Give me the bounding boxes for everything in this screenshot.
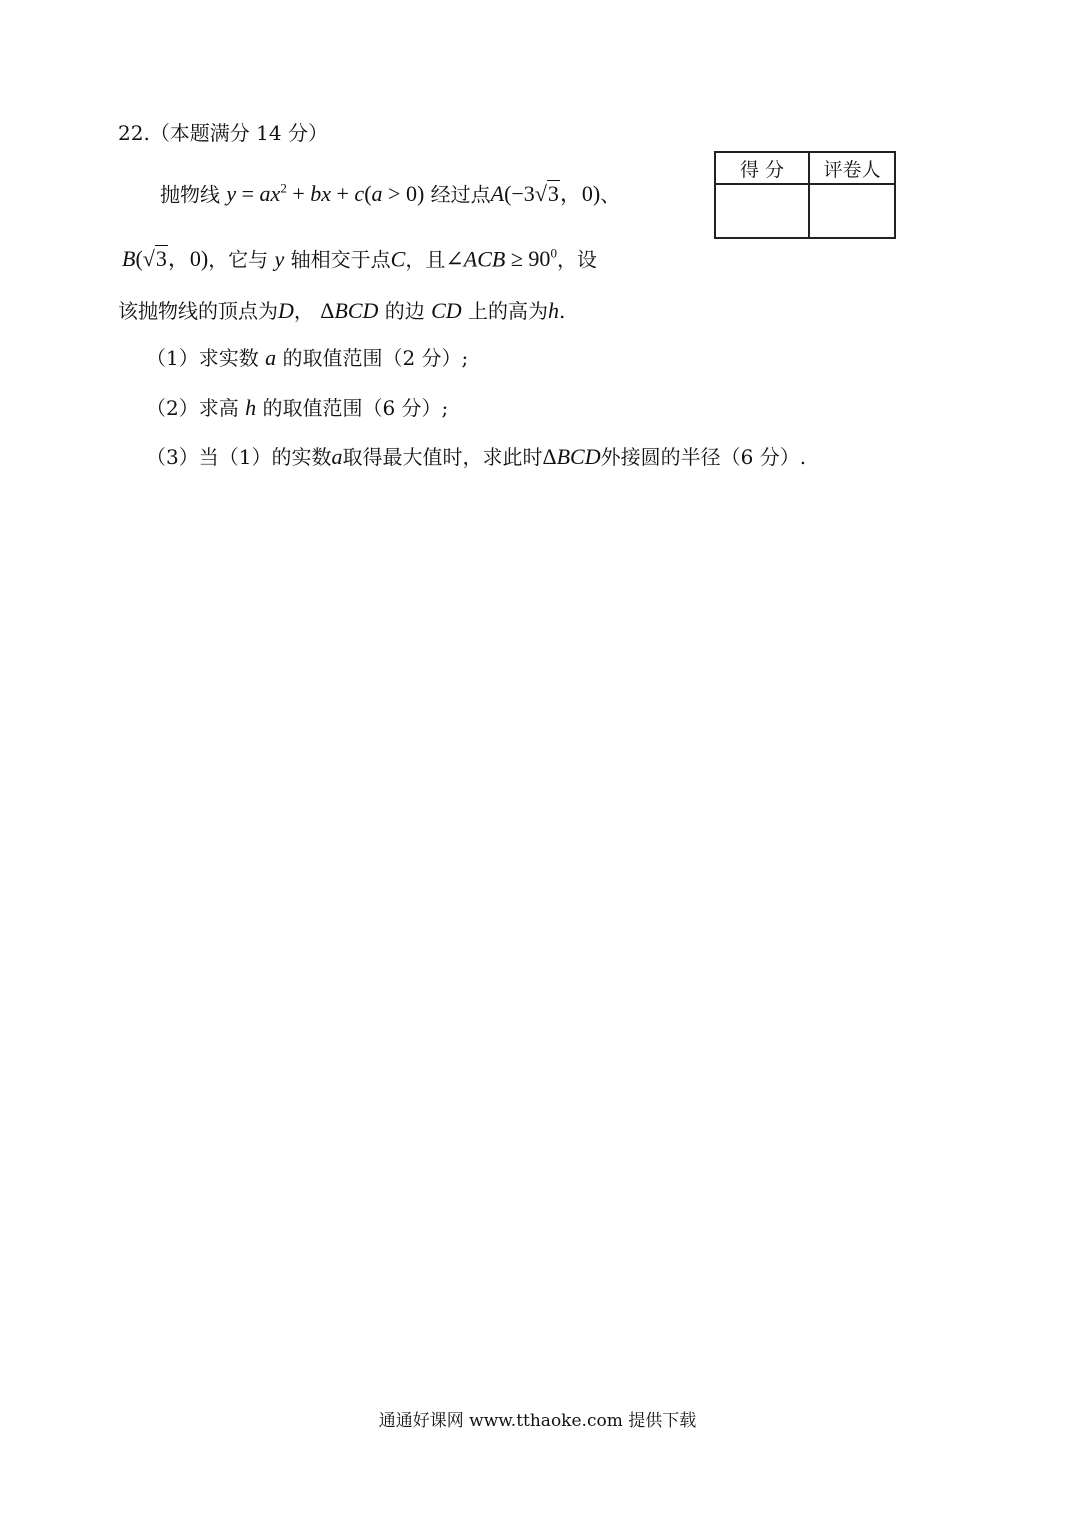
question-1: （1）求实数 a 的取值范围（2 分）; <box>146 345 469 370</box>
score-header: 得 分 <box>715 152 809 184</box>
triangle-bcd: ΔBCD <box>320 298 379 323</box>
problem-heading <box>118 120 328 146</box>
score-table <box>714 151 896 239</box>
problem-score-note: （本题满分 14 分） <box>149 121 328 145</box>
parabola-equation: $y = ax^2$ + bx + c(a > 0) <box>226 181 425 207</box>
score-cell[interactable] <box>715 184 809 238</box>
problem-line-1: 抛物线 $y = ax^2$ + bx + c(a > 0) 经过点A(−3√3，0)、 <box>160 181 621 207</box>
point-a: A(−3√3，0) <box>490 181 601 207</box>
grader-cell[interactable] <box>809 184 895 238</box>
question-3: （3）当（1）的实数a取得最大值时，求此时ΔBCD外接圆的半径（6 分）. <box>146 444 807 469</box>
problem-number: 22. <box>118 121 150 145</box>
problem-line-3: 该抛物线的顶点为D， ΔBCD 的边 CD 上的高为h. <box>118 298 566 323</box>
point-b: B(√3，0) <box>122 246 209 272</box>
question-2: （2）求高 h 的取值范围（6 分）; <box>146 395 449 420</box>
point-c: C <box>390 246 406 272</box>
problem-line-2: B(√3，0)，它与 y 轴相交于点C，且∠ACB ≥ $90^0$，设 <box>122 246 597 272</box>
angle-condition: ∠ACB ≥ $90^0$ <box>445 246 557 272</box>
page-footer: 通通好课网 www.tthaoke.com 提供下载 <box>378 1411 697 1431</box>
grader-header: 评卷人 <box>809 152 895 184</box>
